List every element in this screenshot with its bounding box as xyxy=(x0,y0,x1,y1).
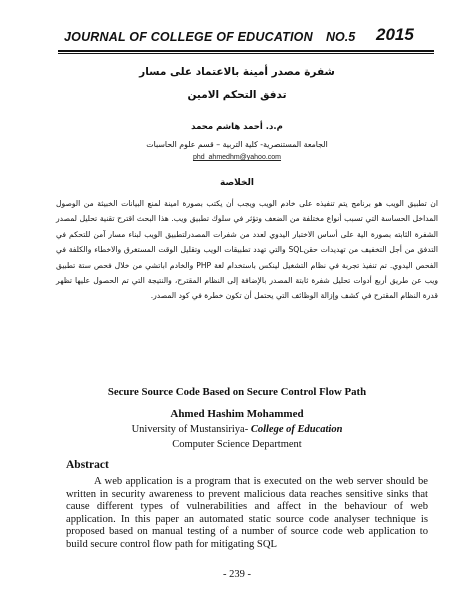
arabic-title-line-2: تدفق التحكم الامين xyxy=(187,89,287,101)
header-rule-thin xyxy=(58,53,434,54)
arabic-abstract-body: ان تطبيق الويب هو برنامج يتم تنفيذه على خادم الويب ويجب أن يكتب بصورة امينة لمنع البيانات الخبيثة من الوصول المداخل الحساسة التي تسبب أنواع مختلفة من الضعف وتؤثر في سلوك تطبيق ويب. هذا البحث اقترح تقنية تحليل لمصدر الشفرة الثابته بصورة الية على أساس الاختبار اليدوي لعدد من شفرات المصدرلتطبيق الويب لبناء مسار آمن للتحكم في التدفق من أجل التخفيف من تهديدات حقنSQL والتي تهدد تطبيقات الويب وتقليل الوقت المستغرق والاخطاء والكلفة في الفحص اليدوي. تم تنفيذ تجربة في نظام التشغيل لينكس باستخدام لغة PHP والخادم اباتشي من خلال فحص ستة تطبيق ويب عن طريق أربع أدوات تحليل شفرة ثابتة المصدر بالإضافة إلى النظام المقترح، والنتيجة التي تم الحصول عليها تظهر قدرة النظام المقترح في كشف وإزالة الوظائف التي يحتمل أن تكون خطرة في كود المصدر. xyxy=(56,199,438,301)
arabic-author: م.د. أحمد هاشم محمد xyxy=(191,122,283,132)
arabic-title-line-1: شفرة مصدر أمينة بالاعتماد على مسار xyxy=(139,66,335,78)
english-department: Computer Science Department xyxy=(172,439,302,450)
affiliation-university: University of Mustansiriya- xyxy=(131,424,251,435)
journal-name: JOURNAL OF COLLEGE OF EDUCATION xyxy=(64,30,313,44)
english-author: Ahmed Hashim Mohammed xyxy=(170,408,304,420)
issue-number: NO.5 xyxy=(326,30,356,44)
header-rule xyxy=(58,50,434,52)
english-abstract-body: A web application is a program that is executed on the web server should be written in security awareness to prevent malicious data reaches sensitive sinks that cause different types of vulnerabilities and affect in the behaviour of web application. In this paper an automated static source code analyser technique is proposed based on manual testing of a number of source code web application to build secure control flow path for mitigating SQL xyxy=(66,476,428,550)
english-title: Secure Source Code Based on Secure Control Flow Path xyxy=(107,386,367,398)
english-abstract-heading: Abstract xyxy=(66,459,109,471)
author-email-link[interactable] xyxy=(0,154,474,161)
arabic-abstract-heading: الخلاصة xyxy=(220,178,254,188)
affiliation-college: College of Education xyxy=(250,424,343,435)
author-email-text: phd_ahmedhm@yahoo.com xyxy=(192,154,282,161)
english-affiliation xyxy=(0,424,474,435)
issue-year: 2015 xyxy=(376,25,414,44)
page-number: - 239 - xyxy=(223,569,251,580)
arabic-affiliation: الجامعة المستنصرية- كلية التربية – قسم علوم الحاسبات xyxy=(146,140,328,149)
journal-header xyxy=(58,25,434,50)
